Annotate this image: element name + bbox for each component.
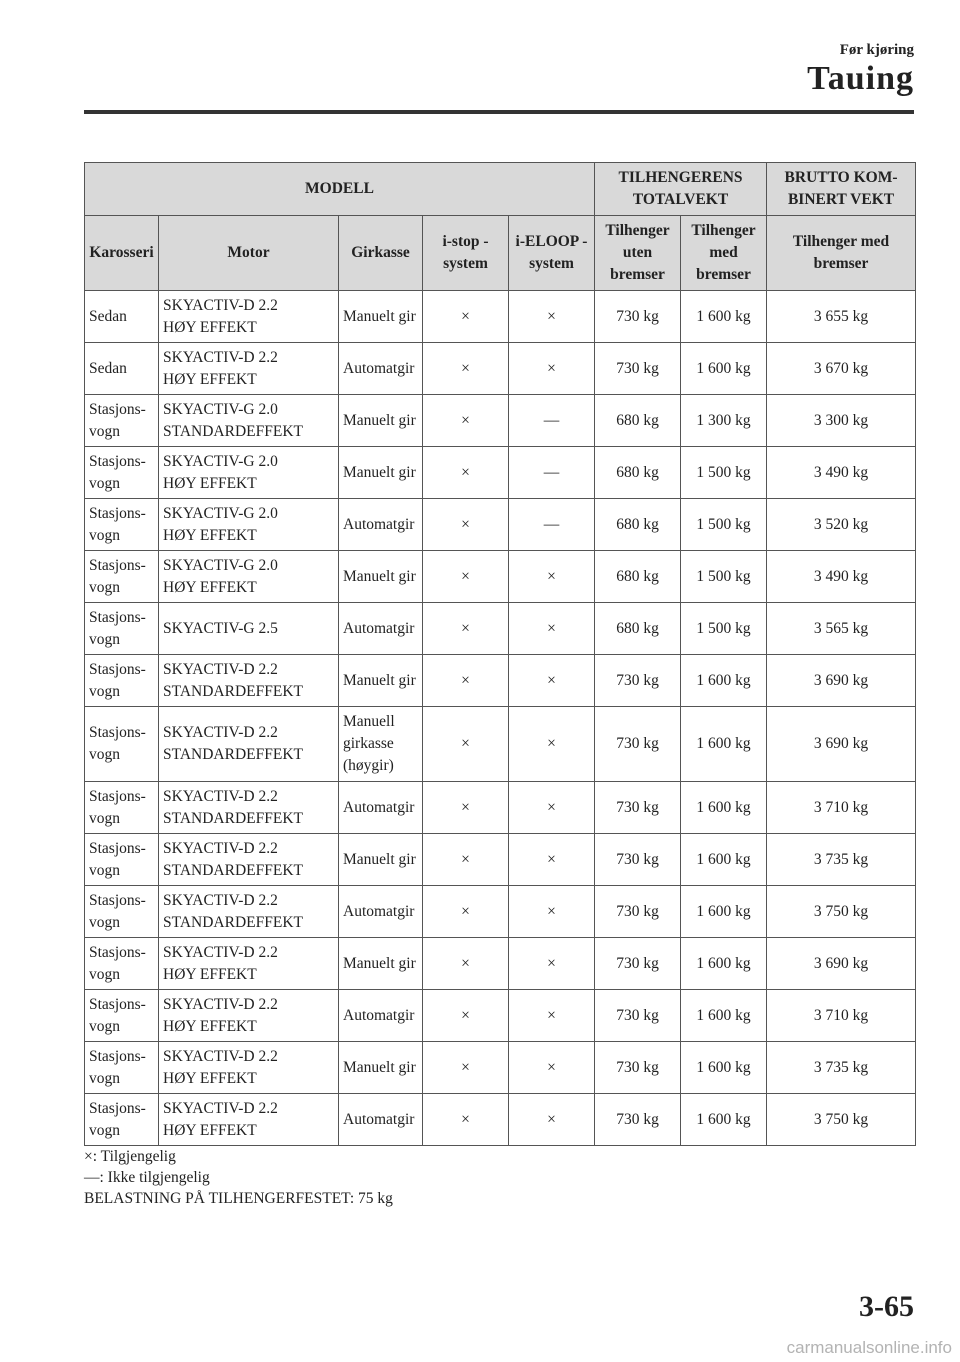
header-unbraked: Tilhenger uten bremser: [595, 216, 681, 291]
cell-braked: 1 600 kg: [681, 343, 767, 395]
cell-transmission: Manuelt gir: [339, 291, 423, 343]
cell-body: Stasjons- vogn: [85, 938, 159, 990]
header-trailer-total-weight: TILHENGERENS TOTALVEKT: [595, 163, 767, 216]
cell-engine: SKYACTIV-D 2.2 STANDARDEFFEKT: [159, 886, 339, 938]
cell-unbraked: 730 kg: [595, 886, 681, 938]
cell-transmission: Manuelt gir: [339, 655, 423, 707]
legend-hitch-load: BELASTNING PÅ TILHENGERFESTET: 75 kg: [84, 1190, 393, 1207]
cell-body: Stasjons- vogn: [85, 499, 159, 551]
cell-ieloop: ×: [509, 291, 595, 343]
cell-istop: ×: [423, 707, 509, 782]
cell-transmission: Automatgir: [339, 343, 423, 395]
cell-unbraked: 730 kg: [595, 707, 681, 782]
cell-braked: 1 500 kg: [681, 499, 767, 551]
cell-body: Stasjons- vogn: [85, 447, 159, 499]
cell-body: Stasjons- vogn: [85, 395, 159, 447]
cell-transmission: Automatgir: [339, 499, 423, 551]
legend-available: ×: Tilgjengelig: [84, 1148, 176, 1165]
chapter-title: Tauing: [807, 60, 914, 97]
cell-combined: 3 735 kg: [767, 1042, 916, 1094]
cell-unbraked: 730 kg: [595, 655, 681, 707]
table-row: [85, 395, 916, 447]
cell-braked: 1 600 kg: [681, 938, 767, 990]
cell-engine: SKYACTIV-D 2.2 STANDARDEFFEKT: [159, 655, 339, 707]
table-row: [85, 551, 916, 603]
cell-transmission: Manuelt gir: [339, 551, 423, 603]
cell-engine: SKYACTIV-D 2.2 HØY EFFEKT: [159, 1042, 339, 1094]
cell-combined: 3 690 kg: [767, 938, 916, 990]
cell-body: Stasjons- vogn: [85, 886, 159, 938]
legend: [84, 1146, 393, 1209]
cell-ieloop: ×: [509, 782, 595, 834]
cell-transmission: Automatgir: [339, 603, 423, 655]
towing-capacity-table: [84, 162, 916, 1146]
cell-braked: 1 600 kg: [681, 291, 767, 343]
cell-body: Stasjons- vogn: [85, 603, 159, 655]
cell-unbraked: 680 kg: [595, 499, 681, 551]
table-row: [85, 782, 916, 834]
cell-ieloop: ×: [509, 834, 595, 886]
cell-engine: SKYACTIV-D 2.2 HØY EFFEKT: [159, 938, 339, 990]
cell-body: Stasjons- vogn: [85, 1094, 159, 1146]
cell-body: Stasjons- vogn: [85, 551, 159, 603]
cell-unbraked: 730 kg: [595, 291, 681, 343]
cell-ieloop: —: [509, 395, 595, 447]
cell-combined: 3 690 kg: [767, 655, 916, 707]
table-row: [85, 834, 916, 886]
table-row: [85, 603, 916, 655]
cell-combined: 3 655 kg: [767, 291, 916, 343]
cell-istop: ×: [423, 1042, 509, 1094]
cell-body: Stasjons- vogn: [85, 834, 159, 886]
cell-transmission: Automatgir: [339, 782, 423, 834]
page-number: 3-65: [859, 1290, 914, 1323]
column-header-row: [85, 216, 916, 291]
cell-body: Sedan: [85, 343, 159, 395]
cell-engine: SKYACTIV-G 2.0 HØY EFFEKT: [159, 447, 339, 499]
cell-unbraked: 680 kg: [595, 447, 681, 499]
cell-unbraked: 730 kg: [595, 834, 681, 886]
cell-braked: 1 600 kg: [681, 1094, 767, 1146]
cell-istop: ×: [423, 447, 509, 499]
cell-transmission: Automatgir: [339, 990, 423, 1042]
header-braked-combined: Tilhenger med bremser: [767, 216, 916, 291]
cell-istop: ×: [423, 551, 509, 603]
cell-combined: 3 750 kg: [767, 886, 916, 938]
cell-combined: 3 735 kg: [767, 834, 916, 886]
table-row: [85, 938, 916, 990]
cell-combined: 3 565 kg: [767, 603, 916, 655]
cell-engine: SKYACTIV-G 2.0 HØY EFFEKT: [159, 551, 339, 603]
header-istop: i-stop -system: [423, 216, 509, 291]
cell-combined: 3 300 kg: [767, 395, 916, 447]
cell-body: Sedan: [85, 291, 159, 343]
cell-istop: ×: [423, 782, 509, 834]
table-row: [85, 886, 916, 938]
cell-ieloop: ×: [509, 655, 595, 707]
section-label: Før kjøring: [839, 42, 914, 58]
cell-ieloop: ×: [509, 707, 595, 782]
cell-engine: SKYACTIV-D 2.2 STANDARDEFFEKT: [159, 707, 339, 782]
header-gross-combined-weight: BRUTTO KOM-BINERT VEKT: [767, 163, 916, 216]
cell-engine: SKYACTIV-D 2.2 HØY EFFEKT: [159, 291, 339, 343]
cell-engine: SKYACTIV-G 2.0 HØY EFFEKT: [159, 499, 339, 551]
cell-unbraked: 730 kg: [595, 1094, 681, 1146]
cell-istop: ×: [423, 886, 509, 938]
table-row: [85, 499, 916, 551]
cell-transmission: Automatgir: [339, 886, 423, 938]
cell-engine: SKYACTIV-D 2.2 HØY EFFEKT: [159, 1094, 339, 1146]
cell-ieloop: ×: [509, 551, 595, 603]
table-body: [85, 291, 916, 1146]
cell-unbraked: 730 kg: [595, 782, 681, 834]
table-row: [85, 707, 916, 782]
cell-combined: 3 520 kg: [767, 499, 916, 551]
page-header: [807, 40, 914, 98]
cell-body: Stasjons- vogn: [85, 707, 159, 782]
cell-transmission: Manuelt gir: [339, 1042, 423, 1094]
header-body: Karosseri: [85, 216, 159, 291]
cell-ieloop: —: [509, 499, 595, 551]
table-row: [85, 291, 916, 343]
cell-transmission: Manuell girkasse (høygir): [339, 707, 423, 782]
cell-braked: 1 500 kg: [681, 603, 767, 655]
cell-transmission: Automatgir: [339, 1094, 423, 1146]
cell-unbraked: 680 kg: [595, 395, 681, 447]
cell-unbraked: 680 kg: [595, 551, 681, 603]
cell-combined: 3 490 kg: [767, 551, 916, 603]
cell-braked: 1 600 kg: [681, 707, 767, 782]
table-row: [85, 990, 916, 1042]
cell-braked: 1 600 kg: [681, 886, 767, 938]
cell-engine: SKYACTIV-D 2.2 STANDARDEFFEKT: [159, 782, 339, 834]
header-rule: [84, 110, 914, 114]
legend-not-available: —: Ikke tilgjengelig: [84, 1169, 210, 1186]
table-row: [85, 1094, 916, 1146]
header-model: MODELL: [85, 163, 595, 216]
cell-combined: 3 710 kg: [767, 782, 916, 834]
cell-braked: 1 500 kg: [681, 551, 767, 603]
cell-braked: 1 600 kg: [681, 655, 767, 707]
cell-ieloop: ×: [509, 343, 595, 395]
cell-istop: ×: [423, 938, 509, 990]
cell-istop: ×: [423, 1094, 509, 1146]
cell-istop: ×: [423, 990, 509, 1042]
cell-body: Stasjons- vogn: [85, 782, 159, 834]
cell-unbraked: 730 kg: [595, 343, 681, 395]
cell-braked: 1 500 kg: [681, 447, 767, 499]
cell-body: Stasjons- vogn: [85, 1042, 159, 1094]
cell-engine: SKYACTIV-D 2.2 STANDARDEFFEKT: [159, 834, 339, 886]
cell-ieloop: ×: [509, 603, 595, 655]
cell-ieloop: ×: [509, 886, 595, 938]
cell-unbraked: 680 kg: [595, 603, 681, 655]
cell-istop: ×: [423, 343, 509, 395]
cell-body: Stasjons- vogn: [85, 655, 159, 707]
cell-engine: SKYACTIV-D 2.2 HØY EFFEKT: [159, 343, 339, 395]
cell-transmission: Manuelt gir: [339, 938, 423, 990]
group-header-row: [85, 163, 916, 216]
header-engine: Motor: [159, 216, 339, 291]
header-braked: Tilhenger med bremser: [681, 216, 767, 291]
cell-istop: ×: [423, 395, 509, 447]
cell-braked: 1 300 kg: [681, 395, 767, 447]
cell-body: Stasjons- vogn: [85, 990, 159, 1042]
cell-ieloop: —: [509, 447, 595, 499]
cell-istop: ×: [423, 603, 509, 655]
cell-istop: ×: [423, 291, 509, 343]
cell-engine: SKYACTIV-G 2.5: [159, 603, 339, 655]
table-row: [85, 343, 916, 395]
cell-combined: 3 670 kg: [767, 343, 916, 395]
cell-istop: ×: [423, 834, 509, 886]
cell-transmission: Manuelt gir: [339, 834, 423, 886]
header-transmission: Girkasse: [339, 216, 423, 291]
cell-ieloop: ×: [509, 1094, 595, 1146]
cell-engine: SKYACTIV-D 2.2 HØY EFFEKT: [159, 990, 339, 1042]
cell-ieloop: ×: [509, 990, 595, 1042]
cell-unbraked: 730 kg: [595, 938, 681, 990]
table-row: [85, 1042, 916, 1094]
cell-combined: 3 710 kg: [767, 990, 916, 1042]
cell-ieloop: ×: [509, 938, 595, 990]
table-row: [85, 655, 916, 707]
table-row: [85, 447, 916, 499]
cell-combined: 3 490 kg: [767, 447, 916, 499]
cell-engine: SKYACTIV-G 2.0 STANDARDEFFEKT: [159, 395, 339, 447]
cell-braked: 1 600 kg: [681, 1042, 767, 1094]
cell-braked: 1 600 kg: [681, 990, 767, 1042]
cell-istop: ×: [423, 499, 509, 551]
cell-combined: 3 690 kg: [767, 707, 916, 782]
cell-braked: 1 600 kg: [681, 782, 767, 834]
watermark: carmanualsonline.info: [786, 1338, 952, 1357]
cell-braked: 1 600 kg: [681, 834, 767, 886]
cell-istop: ×: [423, 655, 509, 707]
cell-combined: 3 750 kg: [767, 1094, 916, 1146]
cell-transmission: Manuelt gir: [339, 447, 423, 499]
header-ieloop: i-ELOOP -system: [509, 216, 595, 291]
cell-ieloop: ×: [509, 1042, 595, 1094]
cell-unbraked: 730 kg: [595, 990, 681, 1042]
cell-unbraked: 730 kg: [595, 1042, 681, 1094]
cell-transmission: Manuelt gir: [339, 395, 423, 447]
